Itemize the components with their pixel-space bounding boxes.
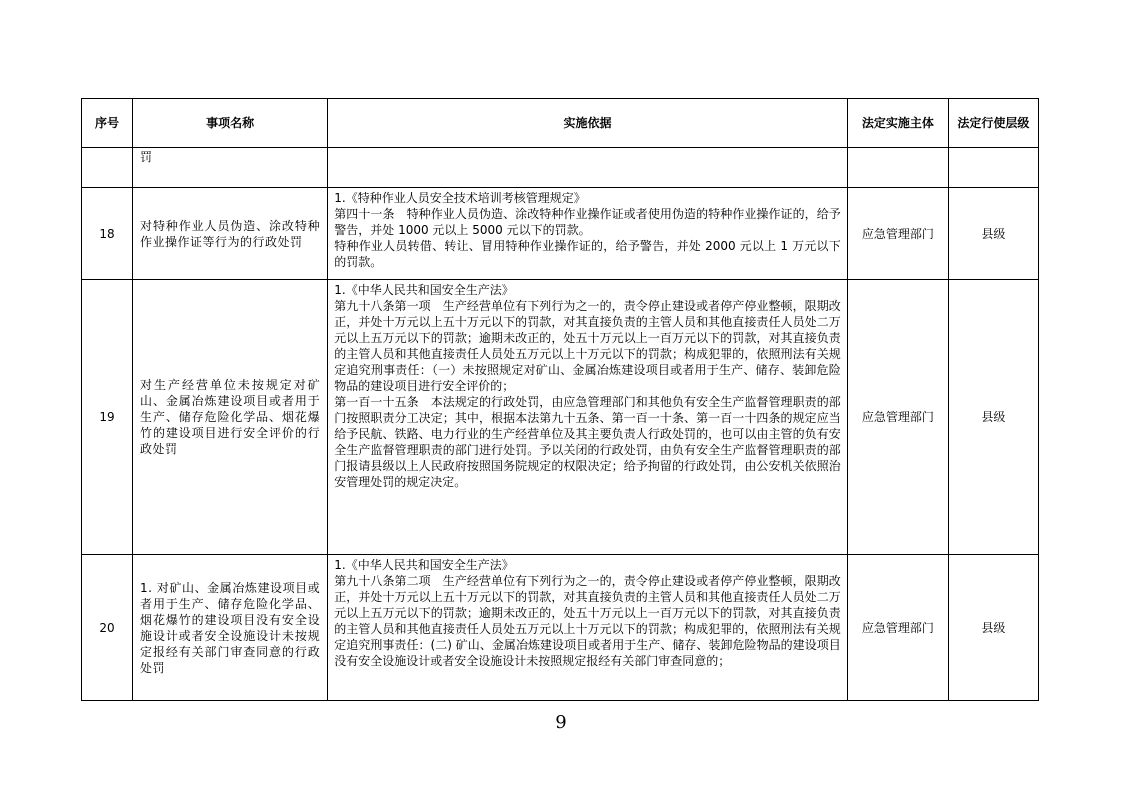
row-item-name: 对生产经营单位未按规定对矿山、金属冶炼建设项目或者用于生产、储存危险化学品、烟花爆竹的建设项目进行安全评价的行政处罚 xyxy=(133,280,328,555)
row-basis xyxy=(328,555,848,701)
table-row xyxy=(82,188,1039,280)
basis-article: 第四十一条 特种作业人员伪造、涂改特种作业操作证或者使用伪造的特种作业操作证的，给予警告，并处 1000 元以上 5000 元以下的罚款。 xyxy=(334,207,841,237)
row-subject: 应急管理部门 xyxy=(847,280,948,555)
cont-name-cell: 罚 xyxy=(133,148,328,188)
table-row-continuation xyxy=(82,148,1039,188)
header-subject: 法定实施主体 xyxy=(847,99,948,148)
row-seq: 19 xyxy=(82,280,133,555)
table-row xyxy=(82,280,1039,555)
table-header-row xyxy=(82,99,1039,148)
cont-seq-cell xyxy=(82,148,133,188)
row-basis xyxy=(328,188,848,280)
header-level: 法定行使层级 xyxy=(948,99,1038,148)
row-item-name: 1. 对矿山、金属冶炼建设项目或者用于生产、储存危险化学品、烟花爆竹的建设项目没有安全设施设计或者安全设施设计未按规定报经有关部门审查同意的行政处罚 xyxy=(133,555,328,701)
header-seq: 序号 xyxy=(82,99,133,148)
basis-law-title: 1.《特种作业人员安全技术培训考核管理规定》 xyxy=(334,191,586,205)
row-level: 县级 xyxy=(948,280,1038,555)
basis-article: 特种作业人员转借、转让、冒用特种作业操作证的，给予警告，并处 2000 元以上 1 万元以下的罚款。 xyxy=(334,239,841,269)
row-seq: 18 xyxy=(82,188,133,280)
regulation-table xyxy=(81,98,1039,701)
row-subject: 应急管理部门 xyxy=(847,555,948,701)
row-seq: 20 xyxy=(82,555,133,701)
page-number: 9 xyxy=(555,712,567,733)
row-subject: 应急管理部门 xyxy=(847,188,948,280)
row-item-name: 对特种作业人员伪造、涂改特种作业操作证等行为的行政处罚 xyxy=(133,188,328,280)
row-level: 县级 xyxy=(948,188,1038,280)
row-basis xyxy=(328,280,848,555)
basis-law-title: 1.《中华人民共和国安全生产法》 xyxy=(334,283,514,297)
header-name: 事项名称 xyxy=(133,99,328,148)
cont-subject-cell xyxy=(847,148,948,188)
basis-law-title: 1.《中华人民共和国安全生产法》 xyxy=(334,558,514,572)
basis-article: 第一百一十五条 本法规定的行政处罚，由应急管理部门和其他负有安全生产监督管理职责的部门按照职责分工决定；其中，根据本法第九十五条、第一百一十条、第一百一十四条的规定应当给予民航、铁路、电力行业的生产经营单位及其主要负责人行政处罚的，也可以由主管的负有安全生产监督管理职责的部门进行处罚。予以关闭的行政处罚，由负有安全生产监督管理职责的部门报请县级以上人民政府按照国务院规定的权限决定；给予拘留的行政处罚，由公安机关依照治安管理处罚的规定决定。 xyxy=(334,395,841,489)
row-level: 县级 xyxy=(948,555,1038,701)
header-basis: 实施依据 xyxy=(328,99,848,148)
cont-basis-cell xyxy=(328,148,848,188)
basis-article: 第九十八条第二项 生产经营单位有下列行为之一的，责令停止建设或者停产停业整顿，限期改正，并处十万元以上五十万元以下的罚款，对其直接负责的主管人员和其他直接责任人员处二万元以上五万元以下的罚款；逾期未改正的，处五十万元以上一百万元以下的罚款，对其直接负责的主管人员和其他直接责任人员处五万元以上十万元以下的罚款；构成犯罪的，依照刑法有关规定追究刑事责任：(二) 矿山、金属冶炼建设项目或者用于生产、储存、装卸危险物品的建设项目没有安全设施设计或者安全设施设计未按照规定报经有关部门审查同意的； xyxy=(334,574,841,668)
basis-article: 第九十八条第一项 生产经营单位有下列行为之一的，责令停止建设或者停产停业整顿，限期改正，并处十万元以上五十万元以下的罚款，对其直接负责的主管人员和其他直接责任人员处二万元以上五万元以下的罚款；逾期未改正的，处五十万元以上一百万元以下的罚款，对其直接负责的主管人员和其他直接责任人员处五万元以上十万元以下的罚款；构成犯罪的，依照刑法有关规定追究刑事责任：（一）未按照规定对矿山、金属冶炼建设项目或者用于生产、储存、装卸危险物品的建设项目进行安全评价的； xyxy=(334,299,841,393)
table-row xyxy=(82,555,1039,701)
cont-level-cell xyxy=(948,148,1038,188)
